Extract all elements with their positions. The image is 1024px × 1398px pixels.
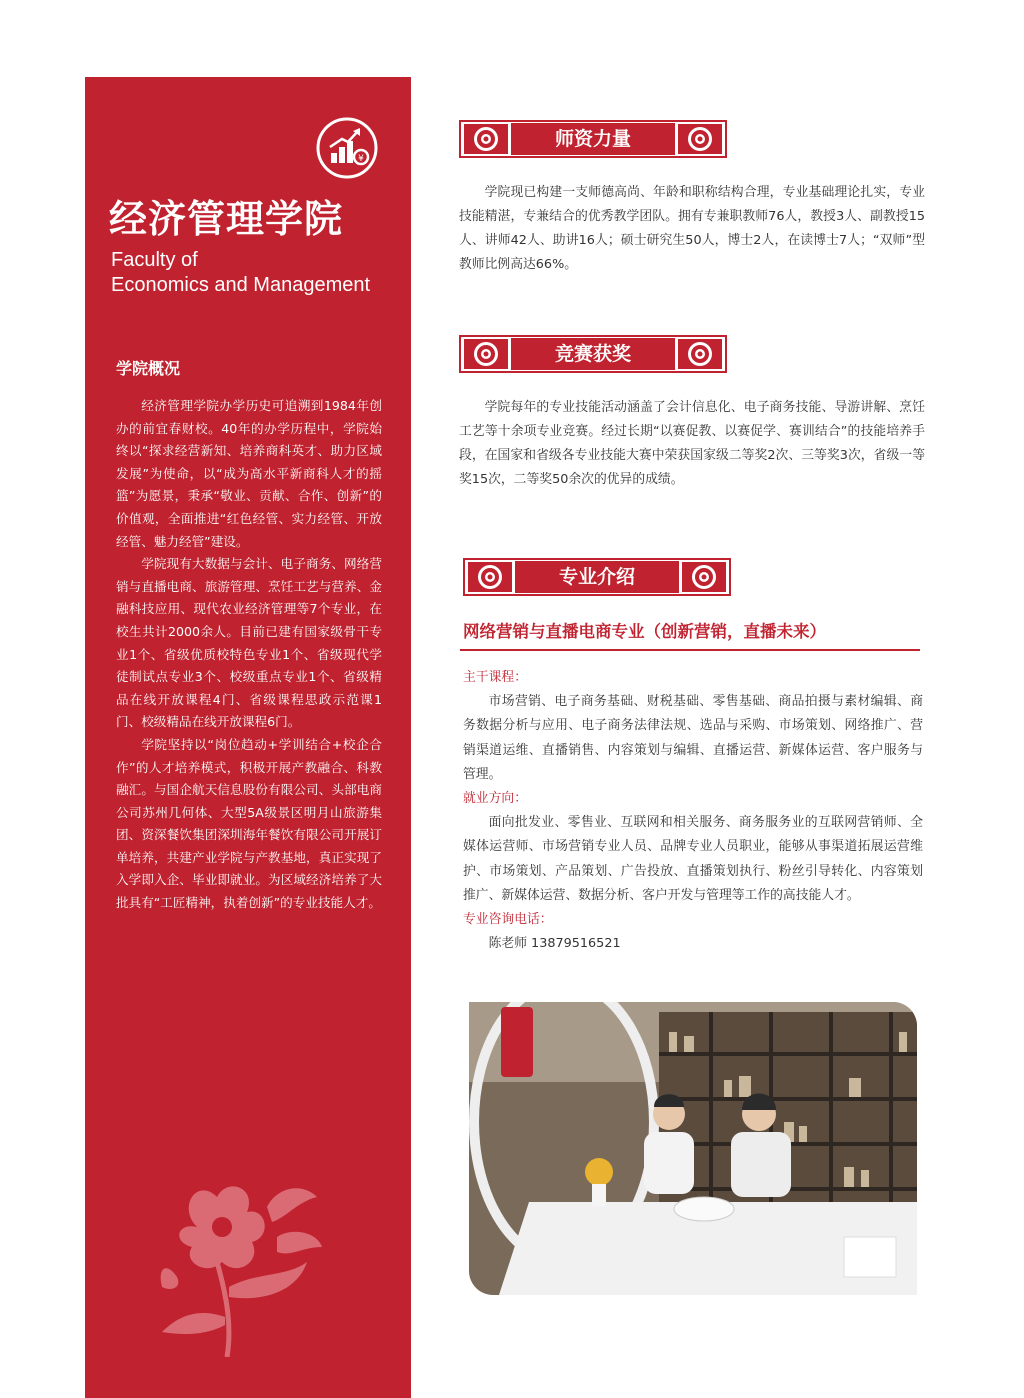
overview-title: 学院概况 — [116, 359, 181, 378]
college-name-en — [111, 248, 411, 298]
major-details — [463, 666, 923, 956]
contact-label: 专业咨询电话： — [463, 912, 553, 928]
overview-paragraph: 学院坚持以“岗位趋动+学训结合+校企合作”的人才培养模式，积极开展产教融合、科教融汇。与国企航天信息股份有限公司、头部电商公司苏州几何体、大型5A级景区明月山旅游集团、资深餐饮集团深圳海年餐饮有限公司开展订单培养，共建产业学院与产教基地，真正实现了入学即入企、毕业即就业。为区域经济培养了大批具有“工匠精神，执着创新”的专业技能人才。 — [116, 736, 382, 911]
section-title: 师资力量 — [554, 128, 631, 150]
major-divider — [460, 649, 920, 651]
paper-cut-flower-icon — [471, 125, 501, 153]
paper-cut-flower-icon — [685, 340, 715, 368]
jobs-text: 面向批发业、零售业、互联网和相关服务、商务服务业的互联网营销师、全媒体运营师、市场营销专业人员、品牌专业人员职业，能够从事渠道拓展运营维护、市场策划、产品策划、广告投放、直播策划执行、粉丝引导转化、内容策划推广、新媒体运营、数据分析、客户开发与管理等工作的高技能人才。 — [463, 815, 923, 903]
section-header-awards — [459, 335, 727, 373]
overview-paragraph: 学院现有大数据与会计、电子商务、网络营销与直播电商、旅游管理、烹饪工艺与营养、金融科技应用、现代农业经济管理等7个专业，在校生共计2000余人。目前已建有国家级骨干专业1个、省级优质校特色专业1个、省级现代学徒制试点专业3个、校级重点专业1个、省级精品在线开放课程4门、省级课程思政示范课1门、校级精品在线开放课程6门。 — [116, 556, 382, 730]
section-title: 专业介绍 — [558, 566, 635, 588]
section-header-faculty — [459, 120, 727, 158]
jobs-label: 就业方向： — [463, 791, 527, 807]
awards-text — [459, 396, 925, 492]
livestream-studio-illustration — [469, 1002, 917, 1295]
paper-cut-flower-icon — [471, 340, 501, 368]
overview-paragraph: 经济管理学院办学历史可追溯到1984年创办的前宜春财校。40年的办学历程中，学院始终以“探求经营新知、培养商科英才、助力区域发展”为使命，以“成为高水平新商科人才的摇篮”为愿景，秉承“敬业、贡献、合作、创新”的价值观，全面推进“红色经管、实力经管、开放经管、魅力经管”建设。 — [116, 398, 382, 549]
college-side-panel — [85, 77, 411, 1398]
growth-chart-icon — [316, 117, 378, 179]
section-title: 竞赛获奖 — [554, 343, 631, 365]
faculty-paragraph: 学院现已构建一支师德高尚、年龄和职称结构合理，专业基础理论扎实，专业技能精湛，专兼结合的优秀教学团队。拥有专兼职教师76人，教授3人、副教授15人、讲师42人、助讲16人；硕士研究生50人，博士2人，在读博士7人；“双师”型教师比例高达66%。 — [459, 185, 925, 272]
courses-text: 市场营销、电子商务基础、财税基础、零售基础、商品拍摄与素材编辑、商务数据分析与应用、电子商务法律法规、选品与采购、市场策划、网络推广、营销渠道运维、直播销售、内容策划与编辑、直播运营、新媒体运营、客户服务与管理。 — [463, 694, 923, 782]
svg-text:¥: ¥ — [358, 154, 364, 164]
paper-cut-flower-icon — [689, 563, 719, 591]
awards-paragraph: 学院每年的专业技能活动涵盖了会计信息化、电子商务技能、导游讲解、烹饪工艺等十余项专业竞赛。经过长期“以赛促教、以赛促学、赛训结合”的技能培养手段，在国家和省级各专业技能大赛中荣获国家级二等奖2次、三等奖3次，省级一等奖15次，二等奖50余次的优异的成绩。 — [459, 400, 925, 487]
courses-label: 主干课程： — [463, 670, 527, 685]
section-header-major — [463, 558, 731, 596]
major-name: 网络营销与直播电商专业（创新营销，直播未来） — [463, 622, 826, 641]
faculty-text — [459, 181, 925, 277]
college-name-cn: 经济管理学院 — [109, 197, 344, 241]
paper-cut-flower-icon — [475, 563, 505, 591]
livestream-studio-photo — [469, 1002, 917, 1295]
college-name-en-line1: Faculty of — [111, 249, 198, 271]
paper-cut-flower-decoration — [157, 1167, 327, 1357]
college-name-en-line2: Economics and Management — [111, 274, 371, 296]
contact-text: 陈老师 13879516521 — [488, 936, 621, 952]
paper-cut-flower-icon — [685, 125, 715, 153]
overview-body — [116, 395, 382, 915]
